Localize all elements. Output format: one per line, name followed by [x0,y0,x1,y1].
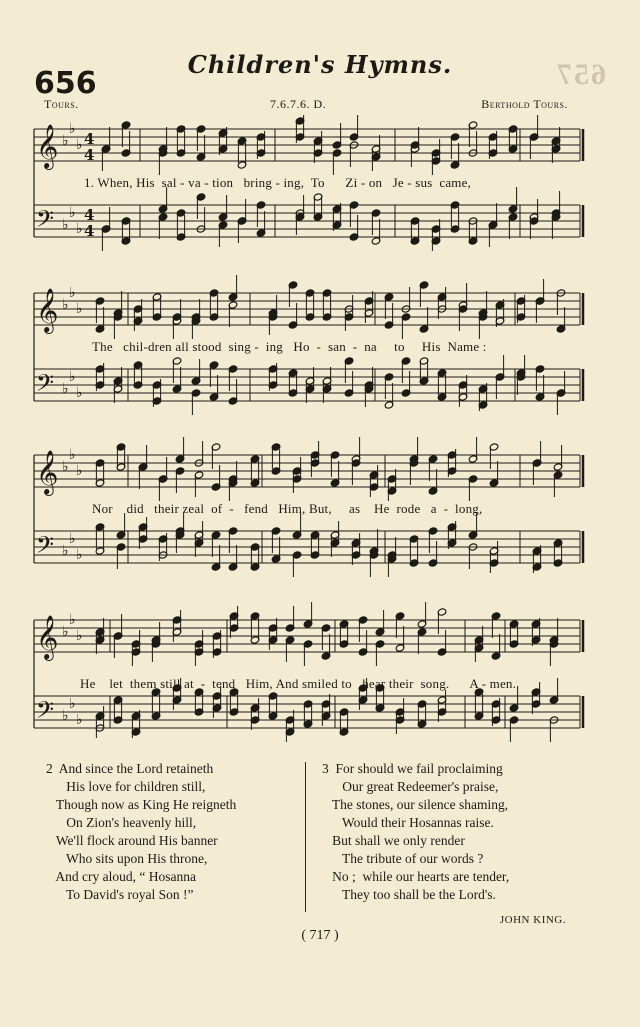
verse-3-line: No ; while our hearts are tender, [322,869,510,884]
verse-3 [322,760,509,904]
verse-2-line: 2 And since the Lord retaineth [46,761,214,776]
flat-sign: ♭ [62,133,69,149]
treble-clef: 𝄞 [36,288,59,332]
flat-sign: ♭ [69,121,76,137]
flat-sign: ♭ [62,217,69,233]
flat-sign: ♭ [62,543,69,559]
verse-2-line: To David's royal Son !” [46,887,194,902]
verse-2-line: His love for children still, [46,779,206,794]
verse-2-line: Though now as King He reigneth [46,797,237,812]
flat-sign: ♭ [69,285,76,301]
time-signature-top: 4 [84,130,95,148]
lyric-line-1: 1. When, His sal - va - tion bring - ing, To Zi - on Je - sus came, [84,175,472,190]
flat-sign: ♭ [69,205,76,221]
lyric-line-4: He let them still at - tend Him, And smiled to hear their song. A - men. [80,676,517,691]
flat-sign: ♭ [69,612,76,628]
bass-clef: 𝄢 [36,531,55,564]
treble-clef: 𝄞 [36,615,59,659]
bass-clef: 𝄢 [36,696,55,729]
flat-sign: ♭ [69,696,76,712]
verse-3-line: They too shall be the Lord's. [322,887,496,902]
flat-sign: ♭ [69,447,76,463]
flat-sign: ♭ [76,301,83,317]
lyric-line-3: Nor did their zeal of - fend Him, But, as He rode a - long, [92,501,483,516]
verse-3-line: Would their Hosannas raise. [322,815,494,830]
treble-clef: 𝄞 [36,450,59,494]
flat-sign: ♭ [76,137,83,153]
flat-sign: ♭ [76,221,83,237]
tune-name: Tours. [44,97,79,111]
flat-sign: ♭ [62,297,69,313]
verse-2 [46,760,236,904]
flat-sign: ♭ [62,459,69,475]
flat-sign: ♭ [76,547,83,563]
flat-sign: ♭ [62,708,69,724]
flat-sign: ♭ [62,624,69,640]
flat-sign: ♭ [62,381,69,397]
hymn-number: 656 [34,66,97,101]
verse-3-line: But shall we only render [322,833,465,848]
time-signature-top: 4 [84,206,95,224]
bleed-through-number: 657 [555,58,606,91]
time-signature-bottom: 4 [84,146,95,164]
bass-clef: 𝄢 [36,369,55,402]
verse-2-line: And cry aloud, “ Hosanna [46,869,196,884]
flat-sign: ♭ [76,385,83,401]
verse-2-line: Who sits upon His throne, [46,851,208,866]
lyric-line-2: The chil-dren all stood sing - ing Ho - san - na to His Name : [92,339,487,354]
time-signature-bottom: 4 [84,222,95,240]
composer: Berthold Tours. [481,97,568,111]
treble-clef: 𝄞 [36,124,59,168]
verse-author: JOHN KING. [499,914,566,926]
verse-2-line: We'll flock around His banner [46,833,218,848]
verse-3-line: The tribute of our words ? [322,851,484,866]
flat-sign: ♭ [76,712,83,728]
verse-3-line: 3 For should we fail proclaiming [322,761,503,776]
flat-sign: ♭ [76,628,83,644]
verse-2-line: On Zion's heavenly hill, [46,815,197,830]
verse-3-line: The stones, our silence shaming, [322,797,509,812]
flat-sign: ♭ [69,369,76,385]
bass-clef: 𝄢 [36,205,55,238]
flat-sign: ♭ [69,531,76,547]
verse-divider [305,762,306,912]
page-number: ( 717 ) [301,928,339,943]
verse-3-line: Our great Redeemer's praise, [322,779,499,794]
page-title: Children's Hymns. [187,50,453,79]
meter: 7.6.7.6. D. [270,97,327,111]
flat-sign: ♭ [76,463,83,479]
